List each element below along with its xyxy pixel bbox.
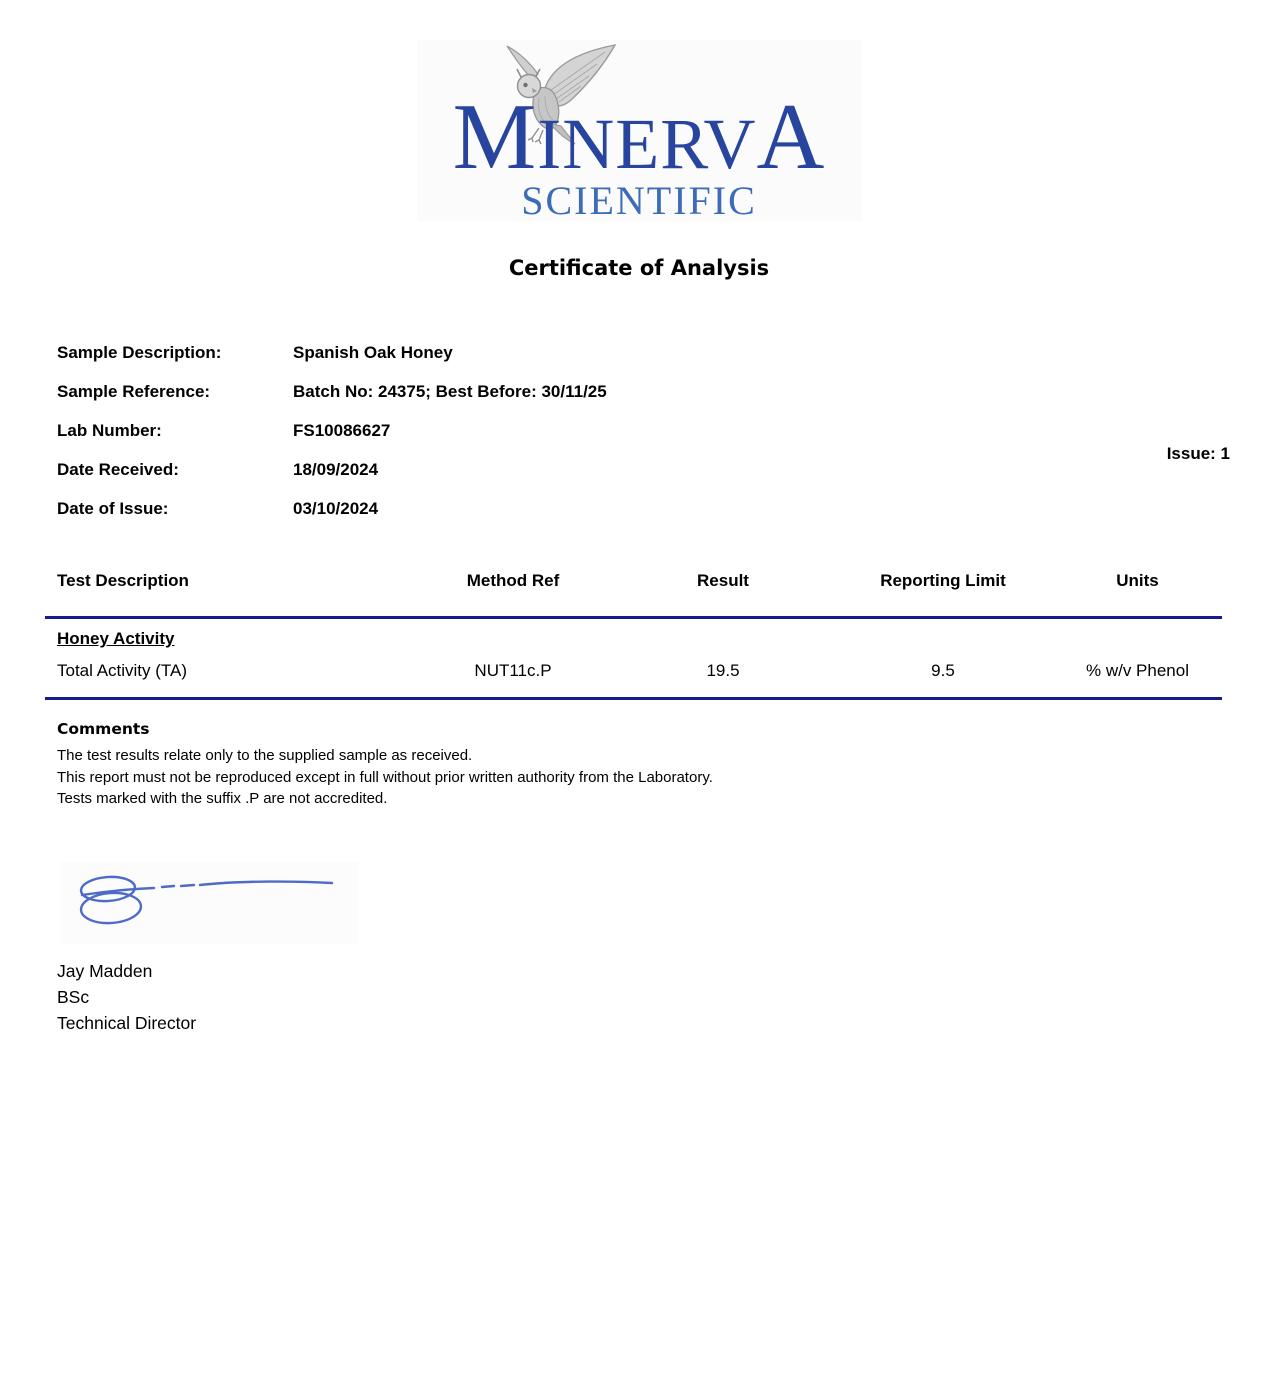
cell-method-ref: NUT11c.P [474, 661, 552, 680]
header-reporting-limit: Reporting Limit [880, 571, 1006, 590]
comments-heading: Comments [57, 720, 150, 738]
info-row-date-of-issue [57, 499, 1230, 519]
comments-section [57, 719, 1230, 810]
signatory-role: Technical Director [57, 1012, 197, 1033]
sample-reference-value: Batch No: 24375; Best Before: 30/11/25 [293, 382, 607, 401]
signature-block [60, 862, 358, 944]
date-received-value: 18/09/2024 [293, 460, 379, 479]
brand-subtitle: SCIENTIFIC [521, 178, 757, 223]
signatory-name: Jay Madden [57, 960, 153, 981]
page-title: Certificate of Analysis [508, 256, 770, 280]
table-group [45, 619, 1222, 649]
sample-description-label: Sample Description: [57, 343, 222, 362]
sample-reference-label: Sample Reference: [57, 382, 211, 401]
cell-test-description: Total Activity (TA) [57, 661, 188, 680]
brand-first-letter: M [452, 85, 538, 189]
info-row-sample-description [57, 343, 1230, 363]
comments-body [57, 745, 1230, 810]
table-bottom-rule [45, 697, 1222, 700]
lab-number-value: FS10086627 [293, 421, 391, 440]
header-test-description: Test Description [57, 571, 189, 590]
header-method-ref: Method Ref [466, 571, 560, 590]
info-row-lab-number [57, 421, 1230, 441]
header-units: Units [1116, 571, 1159, 590]
sample-info-section [57, 343, 1230, 519]
results-table [45, 571, 1222, 700]
certificate-page [0, 40, 1278, 1382]
sample-description-value: Spanish Oak Honey [293, 343, 453, 362]
signatory-block [57, 958, 1278, 1036]
brand-name [417, 85, 862, 189]
issue-number: Issue: 1 [1166, 444, 1230, 463]
cell-units: % w/v Phenol [1086, 661, 1189, 680]
brand-last-letter: A [756, 85, 826, 189]
table-row [45, 661, 1222, 681]
lab-number-label: Lab Number: [57, 421, 162, 440]
signatory-qualification: BSc [57, 986, 90, 1007]
info-row-sample-reference [57, 382, 1230, 402]
results-table-header-row [45, 571, 1222, 591]
header-result: Result [697, 571, 749, 590]
group-heading-honey-activity: Honey Activity [57, 629, 175, 648]
signature-icon [60, 862, 358, 944]
comment-line: Tests marked with the suffix .P are not accredited. [57, 790, 388, 807]
cell-result: 19.5 [706, 661, 740, 680]
date-of-issue-value: 03/10/2024 [293, 499, 379, 518]
date-received-label: Date Received: [57, 460, 179, 479]
comment-line: The test results relate only to the supplied sample as received. [57, 747, 473, 764]
info-row-date-received [57, 460, 1230, 480]
comment-line: This report must not be reproduced except in full without prior written authority from the Laboratory. [57, 768, 713, 786]
date-of-issue-label: Date of Issue: [57, 499, 169, 518]
brand-middle-letters: INERV [537, 104, 757, 184]
cell-reporting-limit: 9.5 [931, 661, 955, 680]
company-logo [417, 40, 862, 221]
